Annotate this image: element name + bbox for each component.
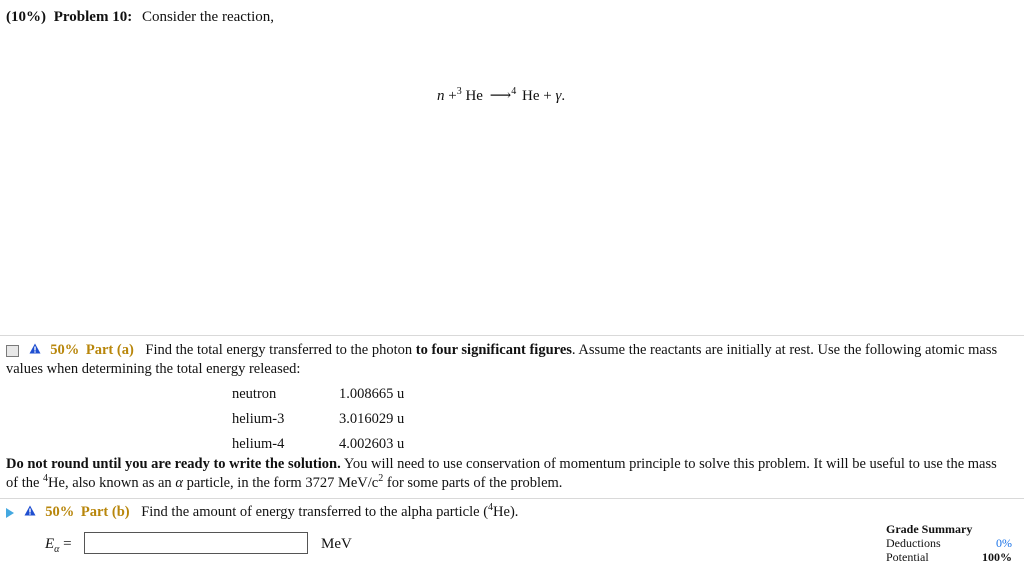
table-row <box>232 407 404 432</box>
plus-sign: + <box>543 88 552 104</box>
deductions-label: Deductions <box>886 536 941 550</box>
note-superscript: 4 <box>43 473 49 485</box>
energy-subscript: α <box>54 544 60 555</box>
part-a-label[interactable]: Part (a) <box>85 342 134 358</box>
atomic-mass-table <box>232 382 404 457</box>
table-row <box>232 432 404 457</box>
mass-value: 4.002603 u <box>339 436 405 452</box>
mass-name: neutron <box>232 386 277 402</box>
part-b-superscript: 4 <box>488 502 494 513</box>
note-text: for some parts of the problem. <box>383 475 563 491</box>
mass-value: 3.016029 u <box>339 411 405 427</box>
equals-sign: = <box>59 536 72 552</box>
part-a-text-2: . Assume the reactants are initially at rest. Use the following atomic mass values when determining the total energy released: <box>6 342 998 378</box>
potential-value: 100% <box>982 550 1012 564</box>
alpha-symbol: α <box>175 475 183 491</box>
note-text: He, also known as an <box>48 475 176 491</box>
reaction-arrow: ⟶ <box>489 88 512 104</box>
potential-row <box>886 550 1012 564</box>
mass-name: helium-4 <box>232 436 285 452</box>
period: . <box>561 88 566 104</box>
problem-header <box>6 9 274 26</box>
he4-mass-number: 4 <box>511 86 517 97</box>
part-b-weight: 50% <box>45 503 75 520</box>
problem-note <box>6 455 1011 493</box>
collapse-icon[interactable] <box>6 345 19 357</box>
part-b-label[interactable]: Part (b) <box>80 503 130 520</box>
deductions-value: 0% <box>996 536 1012 550</box>
part-a-weight: 50% <box>50 342 80 358</box>
answer-label <box>45 536 72 555</box>
part-a-section <box>6 341 1006 379</box>
energy-symbol: E <box>45 536 55 552</box>
gamma-symbol: γ <box>555 88 562 104</box>
note-superscript: 2 <box>378 473 384 485</box>
deductions-row <box>886 536 1012 550</box>
he3-mass-number: 3 <box>456 86 462 97</box>
answer-input[interactable] <box>84 532 308 554</box>
divider <box>0 335 1024 336</box>
table-row <box>232 382 404 407</box>
he4-symbol: He <box>521 88 540 104</box>
grade-summary-title: Grade Summary <box>886 522 973 536</box>
part-b-text-end: He). <box>493 503 519 520</box>
mass-value: 1.008665 u <box>339 386 405 402</box>
plus-sign: + <box>448 88 457 104</box>
part-b-text: Find the amount of energy transferred to the alpha particle ( <box>141 503 489 520</box>
answer-unit: MeV <box>321 536 352 552</box>
note-text: You will need to use conservation of momentum principle to solve this problem. It will be useful to use the mass of the <box>6 456 997 491</box>
potential-label: Potential <box>886 550 929 564</box>
part-a-text: Find the total energy transferred to the photon <box>145 342 416 358</box>
divider <box>0 498 1024 499</box>
part-a-bold-text: to four significant figures <box>415 342 572 358</box>
problem-weight: (10%) <box>6 9 46 25</box>
mass-name: helium-3 <box>232 411 285 427</box>
he3-symbol: He <box>465 88 483 104</box>
problem-label: Problem 10: <box>53 9 133 25</box>
warning-icon <box>29 341 41 360</box>
warning-icon <box>24 504 36 521</box>
problem-intro: Consider the reaction, <box>141 9 275 25</box>
play-icon[interactable] <box>6 508 14 518</box>
reaction-equation <box>437 86 565 105</box>
neutron-symbol: n <box>437 88 445 104</box>
note-text: particle, in the form 3727 MeV/c <box>182 475 379 491</box>
grade-summary <box>886 522 1012 564</box>
note-bold: Do not round until you are ready to write the solution. <box>6 456 341 472</box>
part-b-section <box>6 502 518 521</box>
